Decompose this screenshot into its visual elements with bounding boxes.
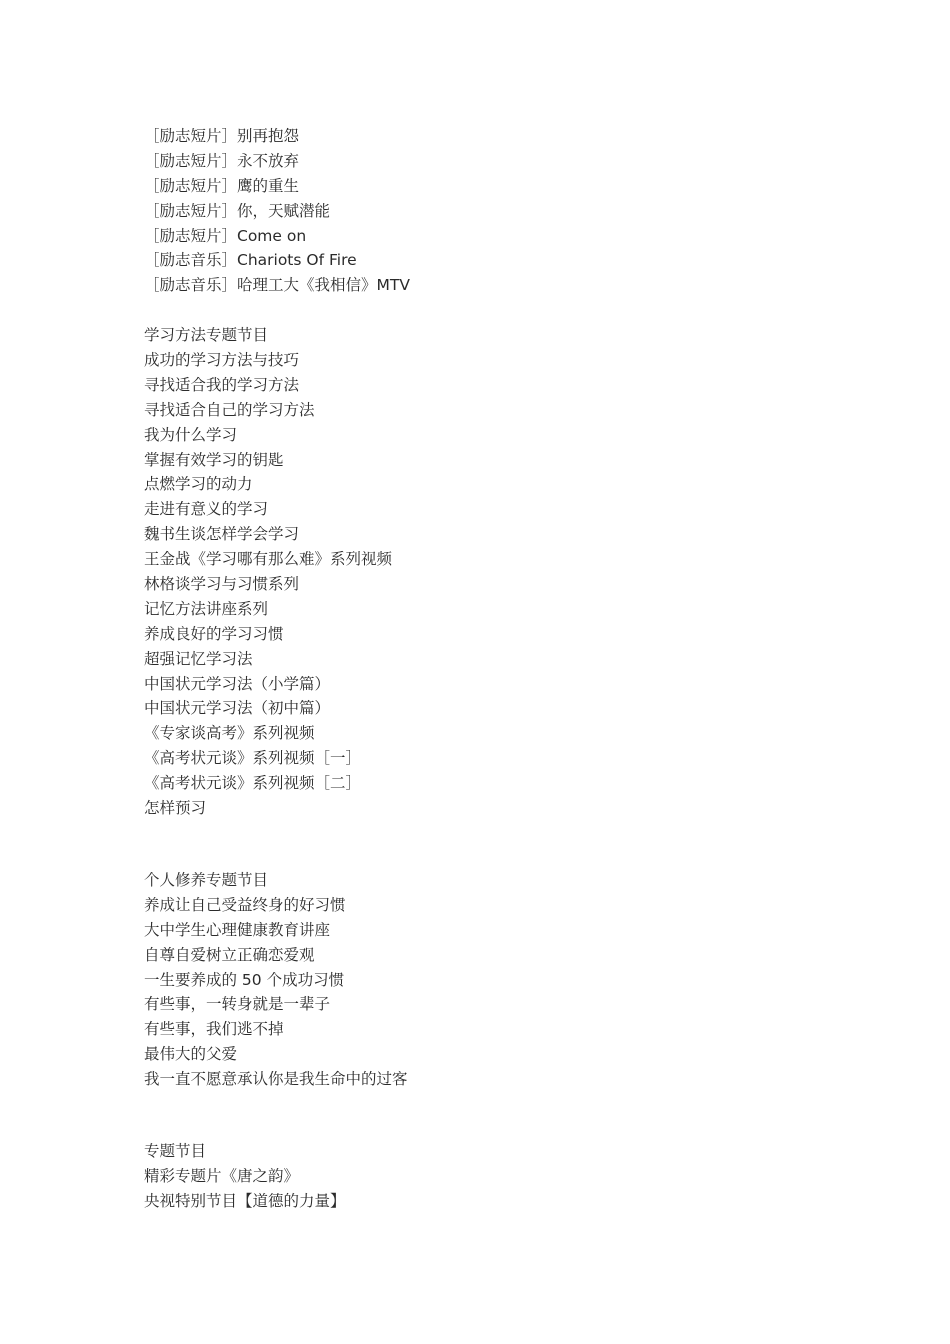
section-title: 学习方法专题节目 [144,326,269,345]
list-item: ［励志短片］别再抱怨 [144,127,300,145]
section-title: 个人修养专题节目 [144,870,269,889]
list-item: 养成良好的学习习惯 [144,624,284,643]
study-methods-section [144,323,844,821]
spacer [144,298,844,323]
list-item: 精彩专题片《唐之韵》 [144,1166,300,1185]
list-item: 怎样预习 [144,799,207,818]
list-item: 《高考状元谈》系列视频［二］ [144,774,362,793]
list-item: 林格谈学习与习惯系列 [144,575,300,594]
personal-cultivation-section [144,868,844,1092]
list-item: ［励志短片］Come on [144,226,307,245]
list-item: 掌握有效学习的钥匙 [144,450,284,469]
document-content [144,124,844,1214]
list-item: 一生要养成的 50 个成功习惯 [144,970,345,989]
list-item: 《专家谈高考》系列视频 [144,724,315,743]
list-item: 中国状元学习法（小学篇） [144,674,331,693]
list-item: 超强记忆学习法 [144,649,253,668]
list-item: 有些事，一转身就是一辈子 [144,995,331,1014]
list-item: ［励志短片］永不放弃 [144,151,300,170]
list-item: 中国状元学习法（初中篇） [144,699,331,718]
list-item: 点燃学习的动力 [144,475,253,494]
list-item: 《高考状元谈》系列视频［一］ [144,749,362,768]
list-item: 有些事，我们逃不掉 [144,1020,284,1039]
list-item: ［励志音乐］哈理工大《我相信》MTV [144,276,410,295]
list-item: 王金战《学习哪有那么难》系列视频 [144,550,393,569]
list-item: 养成让自己受益终身的好习惯 [144,895,346,914]
inspiration-list [144,124,844,298]
section-title: 专题节目 [144,1141,207,1160]
list-item: ［励志短片］你，天赋潜能 [144,201,331,220]
list-item: 寻找适合我的学习方法 [144,375,300,394]
spacer [144,821,844,868]
list-item: 寻找适合自己的学习方法 [144,400,315,419]
list-item: 最伟大的父爱 [144,1045,238,1064]
spacer [144,1092,844,1139]
special-programs-section [144,1139,844,1214]
list-item: 我为什么学习 [144,425,238,444]
list-item: ［励志音乐］Chariots Of Fire [144,251,357,270]
list-item: 记忆方法讲座系列 [144,599,269,618]
list-item: 成功的学习方法与技巧 [144,351,300,370]
list-item: 走进有意义的学习 [144,500,269,519]
list-item: 大中学生心理健康教育讲座 [144,920,331,939]
list-item: 自尊自爱树立正确恋爱观 [144,945,315,964]
list-item: ［励志短片］鹰的重生 [144,176,300,195]
list-item: 魏书生谈怎样学会学习 [144,525,300,544]
list-item: 我一直不愿意承认你是我生命中的过客 [144,1070,408,1089]
list-item: 央视特别节目【道德的力量】 [144,1191,346,1210]
